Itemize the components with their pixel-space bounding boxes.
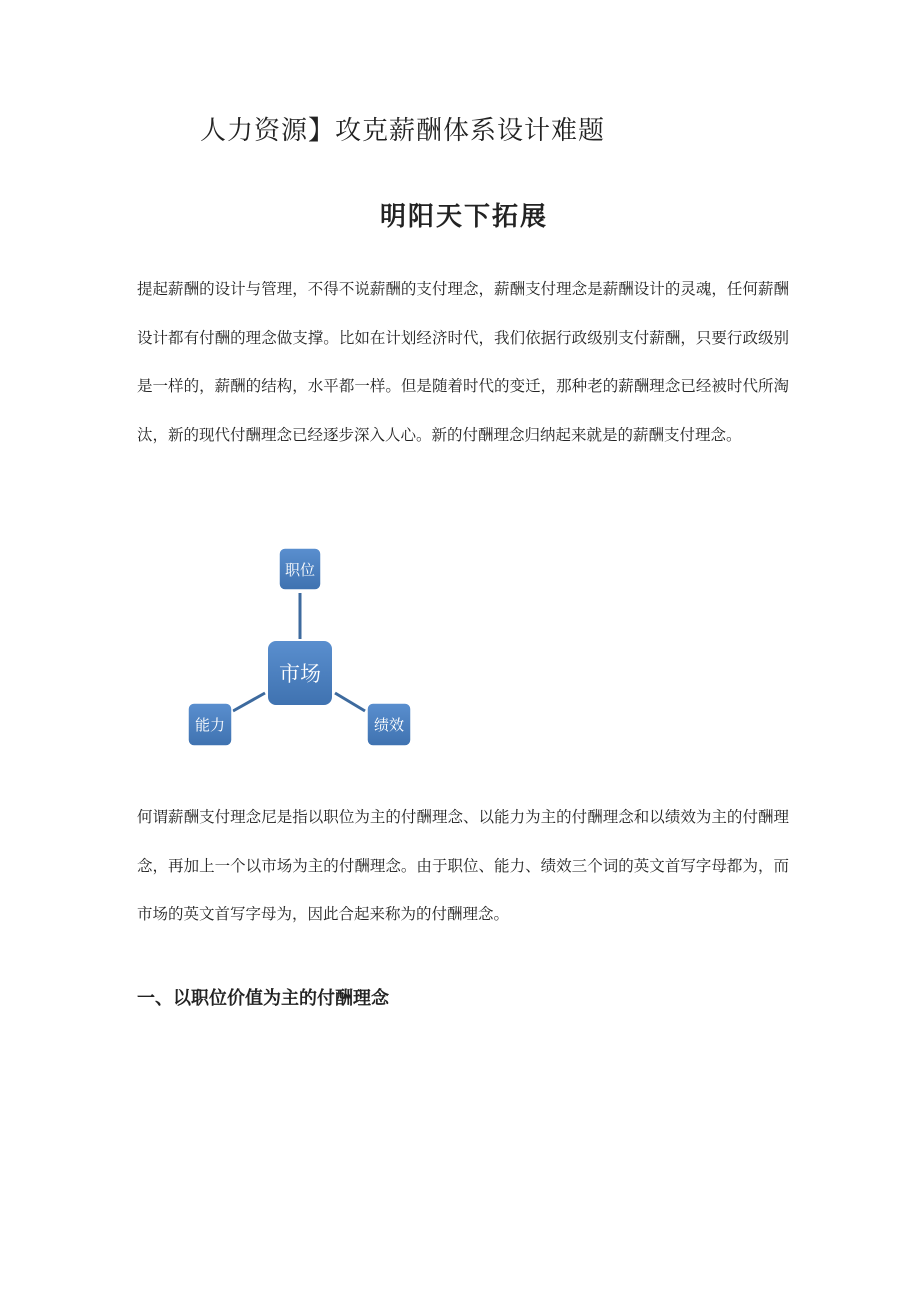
node-market-label: 市场: [279, 662, 321, 686]
node-market: [267, 640, 333, 706]
definition-paragraph: 何谓薪酬支付理念尼是指以职位为主的付酬理念、以能力为主的付酬理念和以绩效为主的付酬理念，再加上一个以市场为主的付酬理念。由于职位、能力、绩效三个词的英文首写字母都为，而市场的英文首写字母为，因此合起来称为的付酬理念。: [137, 808, 789, 923]
node-position: [279, 548, 321, 590]
connector-right: [335, 693, 365, 711]
node-position-label: 职位: [284, 561, 316, 579]
intro-paragraph: 提起薪酬的设计与管理，不得不说薪酬的支付理念，薪酬支付理念是薪酬设计的灵魂，任何薪酬设计都有付酬的理念做支撑。比如在计划经济时代，我们依据行政级别支付薪酬，只要行政级别是一样的，薪酬的结构，水平都一样。但是随着时代的变迁，那种老的薪酬理念已经被时代所淘汰，新的现代付酬理念已经逐步深入人心。新的付酬理念归纳起来就是的薪酬支付理念。: [137, 280, 789, 444]
node-ability: [188, 703, 232, 746]
connector-left: [233, 693, 265, 711]
node-performance: [367, 703, 411, 746]
section-heading: 一、以职位价值为主的付酬理念: [137, 988, 389, 1009]
document-subtitle: 明阳天下拓展: [380, 202, 549, 232]
node-performance-label: 绩效: [373, 716, 405, 734]
node-ability-label: 能力: [194, 716, 226, 734]
pay-concept-diagram: [185, 545, 420, 755]
document-title: 人力资源】攻克薪酬体系设计难题: [200, 116, 606, 146]
